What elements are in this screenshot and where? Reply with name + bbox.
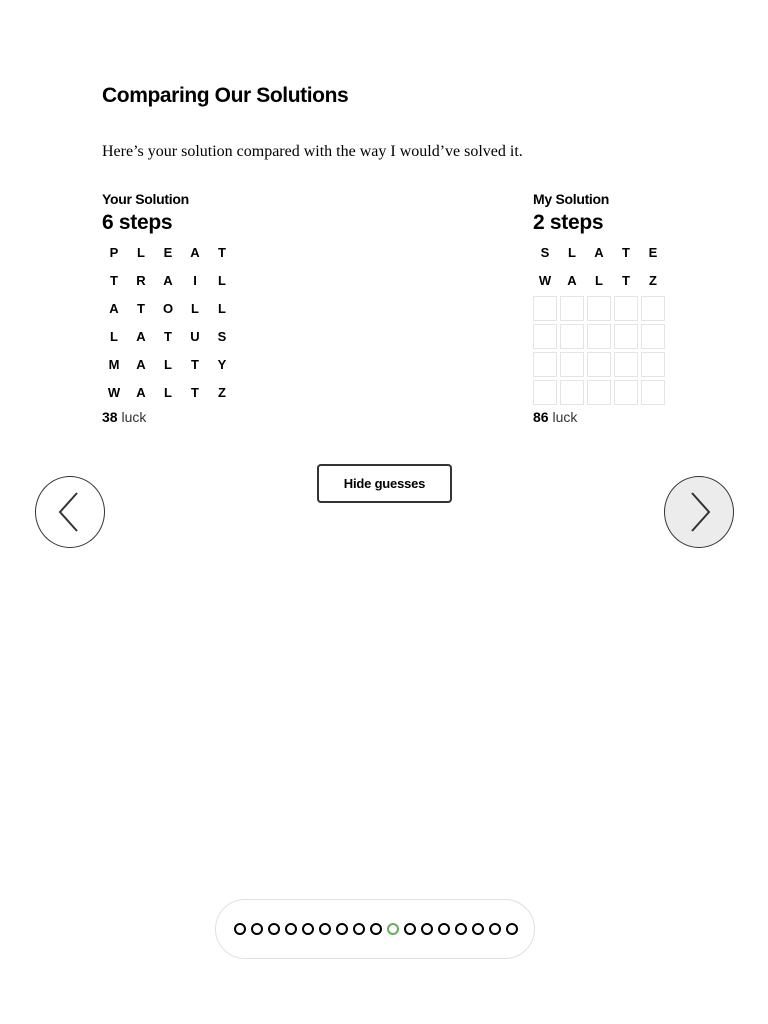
letter-tile: A — [190, 245, 200, 260]
page-dot[interactable] — [302, 923, 314, 935]
letter-tile: L — [110, 329, 118, 344]
your-solution-label: Your Solution — [102, 191, 189, 207]
page-dot[interactable] — [404, 923, 416, 935]
letter-tile: A — [109, 301, 119, 316]
empty-tile — [641, 380, 665, 405]
empty-tile — [587, 296, 611, 321]
guess-row — [102, 296, 272, 321]
letter-tile: U — [190, 329, 200, 344]
hide-guesses-button[interactable]: Hide guesses — [317, 464, 452, 503]
your-solution-grid — [102, 240, 272, 405]
letter-tile: S — [217, 329, 227, 344]
previous-button[interactable] — [35, 476, 105, 548]
your-solution-panel — [102, 190, 272, 426]
empty-tile — [587, 380, 611, 405]
letter-tile: W — [538, 273, 552, 288]
empty-tile — [560, 352, 584, 377]
empty-tile — [641, 324, 665, 349]
letter-tile: L — [218, 301, 226, 316]
letter-tile: L — [164, 357, 172, 372]
letter-tile: Z — [649, 273, 657, 288]
letter-tile: T — [622, 273, 630, 288]
your-solution-steps: 6 steps — [102, 211, 173, 234]
page-dot[interactable] — [370, 923, 382, 935]
letter-tile: I — [193, 273, 197, 288]
my-solution-label: My Solution — [533, 191, 610, 207]
your-solution-luck — [102, 408, 272, 426]
guess-row — [533, 324, 703, 349]
guess-row — [102, 352, 272, 377]
chevron-left-icon — [55, 490, 85, 534]
guess-row — [102, 324, 272, 349]
letter-tile: T — [191, 357, 199, 372]
letter-tile: W — [107, 385, 121, 400]
next-button[interactable] — [664, 476, 734, 548]
my-solution-panel — [533, 190, 703, 426]
empty-tile — [533, 380, 557, 405]
page-title: Comparing Our Solutions — [102, 84, 349, 107]
empty-tile — [614, 380, 638, 405]
pagination — [215, 899, 535, 959]
your-luck-label: luck — [121, 409, 147, 425]
letter-tile: T — [164, 329, 172, 344]
letter-tile: M — [108, 357, 120, 372]
page-dot[interactable] — [319, 923, 331, 935]
letter-tile: T — [137, 301, 145, 316]
guess-row — [533, 240, 703, 265]
guess-row — [533, 268, 703, 293]
empty-tile — [614, 324, 638, 349]
letter-tile: A — [567, 273, 577, 288]
empty-tile — [560, 380, 584, 405]
empty-tile — [533, 352, 557, 377]
letter-tile: E — [648, 245, 658, 260]
letter-tile: Y — [217, 357, 227, 372]
page-dot[interactable] — [472, 923, 484, 935]
empty-tile — [641, 296, 665, 321]
page-dot[interactable] — [285, 923, 297, 935]
empty-tile — [614, 296, 638, 321]
page-dot[interactable] — [251, 923, 263, 935]
letter-tile: O — [162, 301, 174, 316]
empty-tile — [533, 296, 557, 321]
empty-tile — [560, 324, 584, 349]
guess-row — [102, 240, 272, 265]
page-dot[interactable] — [506, 923, 518, 935]
letter-tile: T — [110, 273, 118, 288]
letter-tile: T — [191, 385, 199, 400]
guess-row — [102, 268, 272, 293]
letter-tile: T — [218, 245, 226, 260]
chevron-right-icon — [684, 490, 714, 534]
letter-tile: L — [568, 245, 576, 260]
my-solution-grid — [533, 240, 703, 405]
letter-tile: L — [218, 273, 226, 288]
my-solution-luck — [533, 408, 703, 426]
letter-tile: T — [622, 245, 630, 260]
empty-tile — [560, 296, 584, 321]
letter-tile: A — [136, 385, 146, 400]
letter-tile: A — [163, 273, 173, 288]
letter-tile: R — [136, 273, 146, 288]
empty-tile — [533, 324, 557, 349]
letter-tile: L — [137, 245, 145, 260]
letter-tile: E — [163, 245, 173, 260]
page-dot[interactable] — [455, 923, 467, 935]
intro-text: Here’s your solution compared with the way I would’ve solved it. — [102, 143, 523, 160]
page-dot[interactable] — [489, 923, 501, 935]
letter-tile: Z — [218, 385, 226, 400]
my-solution-steps: 2 steps — [533, 211, 604, 234]
letter-tile: P — [109, 245, 119, 260]
your-luck-value: 38 — [102, 409, 118, 425]
letter-tile: L — [164, 385, 172, 400]
empty-tile — [641, 352, 665, 377]
guess-row — [533, 296, 703, 321]
my-luck-value: 86 — [533, 409, 549, 425]
empty-tile — [587, 352, 611, 377]
letter-tile: A — [594, 245, 604, 260]
page-dot[interactable] — [421, 923, 433, 935]
page-dot[interactable] — [438, 923, 450, 935]
guess-row — [533, 380, 703, 405]
guess-row — [102, 380, 272, 405]
letter-tile: L — [191, 301, 199, 316]
page-dot[interactable] — [336, 923, 348, 935]
letter-tile: S — [540, 245, 550, 260]
page-dot[interactable] — [268, 923, 280, 935]
page-dot-active[interactable] — [387, 923, 399, 935]
guess-row — [533, 352, 703, 377]
letter-tile: A — [136, 357, 146, 372]
my-luck-label: luck — [552, 409, 578, 425]
page-dot[interactable] — [234, 923, 246, 935]
page-dot[interactable] — [353, 923, 365, 935]
letter-tile: A — [136, 329, 146, 344]
empty-tile — [614, 352, 638, 377]
letter-tile: L — [595, 273, 603, 288]
empty-tile — [587, 324, 611, 349]
